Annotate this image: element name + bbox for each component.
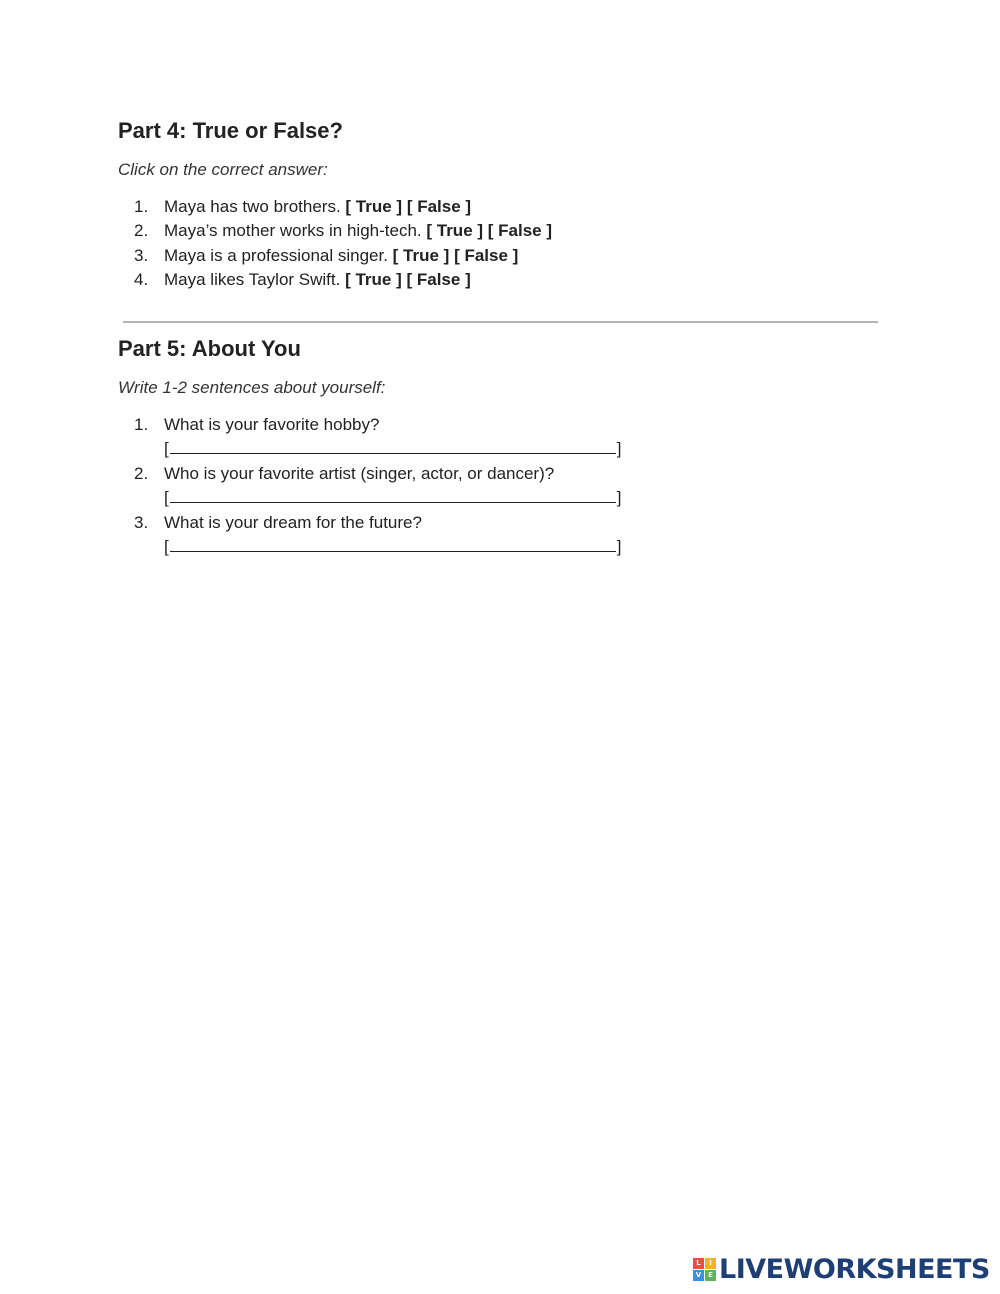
list-item [118,511,818,560]
item-number: 2. [134,463,149,483]
close-bracket: ] [616,537,622,557]
false-choice[interactable]: [ False ] [487,221,553,241]
close-bracket: ] [616,439,622,459]
list-item [118,219,818,243]
false-choice[interactable]: [ False ] [454,245,519,265]
liveworksheets-logo [693,1252,990,1286]
list-item [118,268,818,292]
logo-wordmark: LIVEWORKSHEETS [719,1253,990,1285]
question-text: Who is your favorite artist (singer, actor, or dancer)? [164,463,555,483]
list-item [118,195,818,219]
logo-block: L [693,1258,704,1269]
about-you-list [118,413,818,559]
item-number: 3. [134,512,149,532]
part4-title: Part 4: True or False? [118,118,343,143]
answer-blank[interactable] [170,437,616,454]
false-choice[interactable]: [ False ] [406,270,471,290]
item-number: 4. [134,270,149,290]
answer-blank[interactable] [170,535,616,552]
true-choice[interactable]: [ True ] [345,270,402,290]
close-bracket: ] [616,488,622,508]
question-text: What is your dream for the future? [164,512,422,532]
statement-text: Maya is a professional singer. [164,245,393,265]
part5-title: Part 5: About You [118,336,301,361]
list-item [118,413,818,462]
answer-field[interactable] [164,535,818,559]
logo-block: I [705,1258,716,1269]
answer-field[interactable] [164,486,818,510]
logo-blocks-icon [693,1258,716,1281]
open-bracket: [ [164,488,169,508]
question-text: What is your favorite hobby? [164,415,380,434]
answer-blank[interactable] [170,486,616,503]
item-number: 2. [134,221,149,241]
statement-text: Maya has two brothers. [164,197,346,216]
part4-instruction: Click on the correct answer: [118,160,328,179]
statement-text: Maya’s mother works in high-tech. [164,221,427,241]
item-number: 1. [134,197,149,216]
open-bracket: [ [164,537,169,557]
logo-block: E [705,1270,716,1281]
part5-instruction: Write 1-2 sentences about yourself: [118,378,386,397]
open-bracket: [ [164,439,169,459]
false-choice[interactable]: [ False ] [406,197,472,216]
statement-text: Maya likes Taylor Swift. [164,270,346,290]
item-number: 3. [134,245,149,265]
true-choice[interactable]: [ True ] [345,197,403,216]
true-false-list [118,195,818,293]
true-choice[interactable]: [ True ] [426,221,484,241]
answer-field[interactable] [164,437,818,461]
list-item [118,244,818,268]
section-divider [123,321,878,323]
logo-block: V [693,1270,704,1281]
item-number: 1. [134,415,149,434]
list-item [118,462,818,511]
true-choice[interactable]: [ True ] [392,245,450,265]
